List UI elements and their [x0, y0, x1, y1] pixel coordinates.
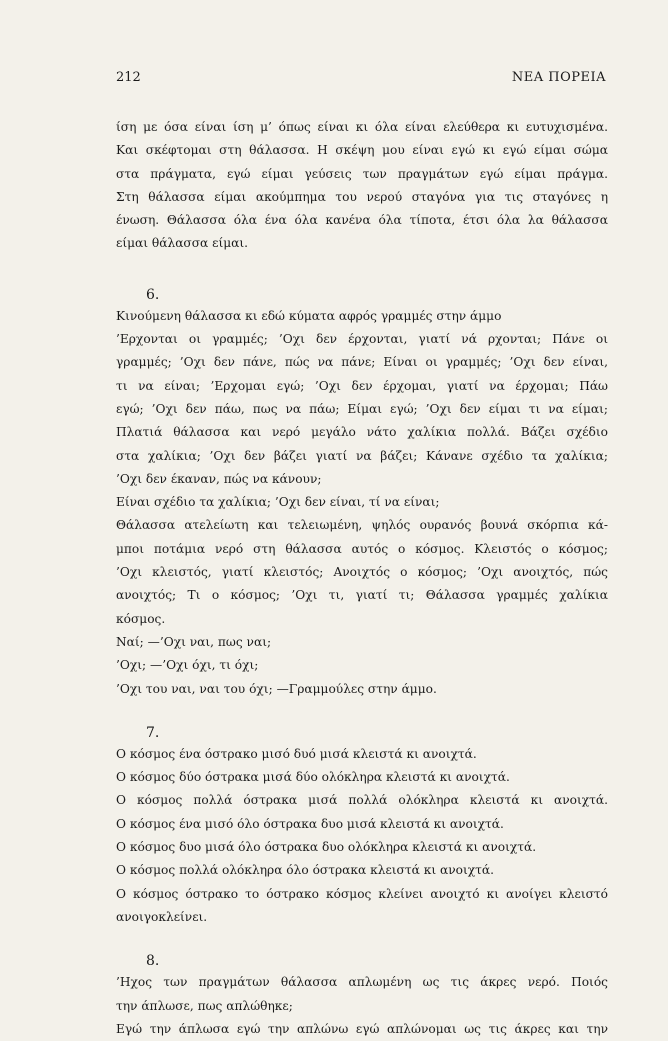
text-line: στα πράγματα, εγώ είμαι γεύσεις των πραγμάτων εγώ είμαι πράγμα. — [116, 166, 608, 181]
text-line: ’Οχι δεν έκαναν, πώς να κάνουν; — [116, 471, 322, 486]
text-line: ’Ερχονται οι γραμμές; ’Οχι δεν έρχονται, γιατί νά ρχονται; Πάνε οι — [116, 332, 608, 347]
section-8 — [116, 951, 608, 1041]
text-line: ’Οχι του ναι, ναι του όχι; —Γραμμούλες στην άμμο. — [116, 681, 437, 696]
text-line: Κινούμενη θάλασσα κι εδώ κύματα αφρός γραμμές στην άμμο — [116, 308, 502, 323]
text-line: μποι ποτάμια νερό στη θάλασσα αυτός ο κόσμος. Κλειστός ο κόσμος; — [116, 541, 608, 556]
text-line: Ο κόσμος όστρακο το όστρακο κόσμος κλείνει ανοιχτό κι ανοίγει κλειστό — [116, 886, 608, 901]
text-line: ’Οχι; —’Οχι όχι, τι όχι; — [116, 658, 259, 673]
page-header — [116, 70, 606, 90]
text-line: κόσμος. — [116, 611, 166, 626]
text-line: Ο κόσμος πολλά όστρακα μισά πολλά ολόκληρα κλειστά κι ανοιχτά. — [116, 793, 608, 808]
text-line: Στη θάλασσα είμαι ακούμπημα του νερού σταγόνα για τις σταγόνες η — [116, 189, 608, 204]
text-line: Ο κόσμος δυο μισά όλο όστρακα δυο ολόκληρα κλειστά κι ανοιχτά. — [116, 840, 537, 855]
text-line: Εγώ την άπλωσα εγώ την απλώνω εγώ απλώνομαι ως τις άκρες και την — [116, 1021, 608, 1036]
section-6 — [116, 285, 608, 701]
running-title: ΝΕΑ ΠΟΡΕΙΑ — [511, 70, 606, 85]
text-line: τι να είναι; ’Ερχομαι εγώ; ’Οχι δεν έρχομαι, γιατί να έρχομαι; Πάω — [116, 378, 608, 393]
text-line: Είναι σχέδιο τα χαλίκια; ’Οχι δεν είναι, τί να είναι; — [116, 495, 440, 510]
section-number: 6. — [146, 286, 160, 303]
section-7 — [116, 723, 608, 929]
text-line: είμαι θάλασσα είμαι. — [116, 236, 249, 251]
text-line: Ο κόσμος πολλά ολόκληρα όλο όστρακα κλειστά κι ανοιχτά. — [116, 863, 494, 878]
text-line: Ο κόσμος ένα όστρακο μισό δυό μισά κλειστά κι ανοιχτά. — [116, 746, 477, 761]
text-line: ίση με όσα είναι ίση μ’ όπως είναι κι όλα είναι ελεύθερα κι ευτυχισμένα. — [116, 120, 608, 134]
text-line: γραμμές; ’Οχι δεν πάνε, πώς να πάνε; Είναι οι γραμμές; ’Οχι δεν είναι, — [116, 355, 608, 370]
text-line: Πλατιά θάλασσα και νερό μεγάλο νάτο χαλίκια πολλά. Βάζει σχέδιο — [116, 425, 608, 440]
text-line: Και σκέφτομαι στη θάλασσα. Η σκέψη μου είναι εγώ κι εγώ είμαι σώμα — [116, 143, 608, 158]
text-line: ανοιχτός; Τι ο κόσμος; ’Οχι τι, γιατί τι; Θάλασσα γραμμές χαλίκια — [116, 588, 608, 603]
text-line: ’Οχι κλειστός, γιατί κλειστός; Ανοιχτός ο κόσμος; ’Οχι ανοιχτός, πώς — [116, 565, 608, 580]
section-number: 8. — [146, 953, 160, 970]
page-body — [116, 116, 608, 1041]
text-line: Ναί; —’Οχι ναι, πως ναι; — [116, 634, 272, 649]
text-line: ’Ηχος των πραγμάτων θάλασσα απλωμένη ως τις άκρες νερό. Ποιός — [116, 975, 608, 990]
section-number: 7. — [146, 724, 160, 741]
text-line: στα χαλίκια; ’Οχι δεν βάζει γιατί να βάζει; Κάνανε σχέδιο τα χαλίκια; — [116, 448, 608, 463]
text-line: ένωση. Θάλασσα όλα ένα όλα κανένα όλα τίποτα, έτσι όλα λα θάλασσα — [116, 213, 608, 228]
text-line: εγώ; ’Οχι δεν πάω, πως να πάω; Είμαι εγώ; ’Οχι δεν είμαι τι να είμαι; — [116, 401, 608, 416]
text-line: Θάλασσα ατελείωτη και τελειωμένη, ψηλός ουρανός βουνά σκόρπια κά- — [116, 518, 608, 533]
page-number: 212 — [116, 70, 141, 85]
text-line: Ο κόσμος δύο όστρακα μισά δύο ολόκληρα κλειστά κι ανοιχτά. — [116, 770, 510, 785]
section-continuation — [116, 116, 608, 256]
text-line: την άπλωσε, πως απλώθηκε; — [116, 998, 293, 1013]
text-line: Ο κόσμος ένα μισό όλο όστρακα δυο μισά κλειστά κι ανοιχτά. — [116, 816, 504, 831]
text-line: ανοιγοκλείνει. — [116, 909, 208, 924]
